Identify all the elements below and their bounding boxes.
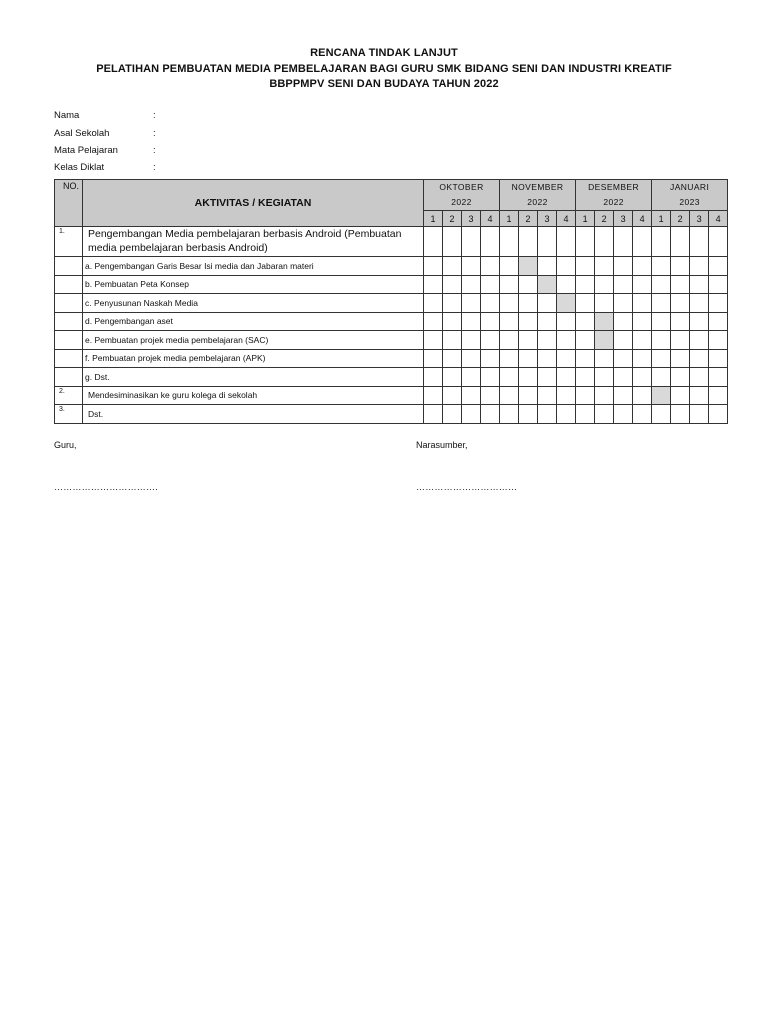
schedule-cell xyxy=(595,386,614,405)
schedule-cell xyxy=(443,257,462,276)
schedule-cell xyxy=(519,275,538,294)
schedule-cell xyxy=(481,349,500,368)
schedule-cell xyxy=(481,294,500,313)
schedule-cell xyxy=(709,275,728,294)
schedule-cell xyxy=(690,386,709,405)
field-colon: : xyxy=(153,110,156,121)
schedule-cell xyxy=(614,368,633,387)
document-title-line-1: RENCANA TINDAK LANJUT xyxy=(310,47,458,59)
schedule-cell xyxy=(614,386,633,405)
activity-cell: d. Pengembangan aset xyxy=(83,312,424,331)
schedule-cell xyxy=(595,227,614,257)
schedule-cell xyxy=(671,331,690,350)
row-number xyxy=(55,368,83,387)
schedule-cell xyxy=(538,349,557,368)
schedule-cell xyxy=(652,294,671,313)
schedule-cell xyxy=(500,312,519,331)
table-row xyxy=(55,405,728,424)
week-header-cell: 1 xyxy=(576,211,595,227)
schedule-cell xyxy=(481,368,500,387)
schedule-cell xyxy=(709,294,728,313)
schedule-cell xyxy=(538,257,557,276)
schedule-cell xyxy=(709,312,728,331)
schedule-cell xyxy=(500,257,519,276)
table-row xyxy=(55,294,728,313)
schedule-cell xyxy=(709,331,728,350)
schedule-cell xyxy=(595,349,614,368)
schedule-cell xyxy=(709,368,728,387)
schedule-cell xyxy=(557,257,576,276)
month-name: NOVEMBER xyxy=(511,182,564,192)
field-label: Kelas Diklat xyxy=(54,162,105,173)
schedule-cell xyxy=(633,349,652,368)
schedule-cell xyxy=(671,294,690,313)
schedule-cell xyxy=(538,312,557,331)
month-name: JANUARI xyxy=(670,182,710,192)
schedule-cell xyxy=(652,312,671,331)
schedule-cell xyxy=(576,275,595,294)
schedule-cell xyxy=(671,405,690,424)
schedule-cell xyxy=(500,294,519,313)
schedule-cell xyxy=(462,405,481,424)
week-header-cell: 4 xyxy=(557,211,576,227)
schedule-cell xyxy=(462,275,481,294)
schedule-cell xyxy=(519,312,538,331)
schedule-cell xyxy=(690,294,709,313)
activity-cell: e. Pembuatan projek media pembelajaran (SAC) xyxy=(83,331,424,350)
schedule-cell xyxy=(690,368,709,387)
schedule-cell xyxy=(462,368,481,387)
schedule-cell xyxy=(481,331,500,350)
schedule-cell xyxy=(443,349,462,368)
schedule-cell xyxy=(671,227,690,257)
activity-schedule-table xyxy=(54,179,728,424)
schedule-cell xyxy=(557,227,576,257)
schedule-cell xyxy=(576,227,595,257)
schedule-cell xyxy=(424,386,443,405)
month-year: 2023 xyxy=(679,197,700,207)
schedule-cell xyxy=(557,349,576,368)
schedule-cell xyxy=(557,368,576,387)
week-header-cell: 3 xyxy=(690,211,709,227)
schedule-cell xyxy=(500,405,519,424)
field-colon: : xyxy=(153,128,156,139)
month-header-oktober xyxy=(424,180,500,211)
schedule-cell xyxy=(538,294,557,313)
schedule-cell xyxy=(500,368,519,387)
week-header-cell: 2 xyxy=(519,211,538,227)
narasumber-signature-line: …………………………… xyxy=(416,482,518,492)
row-number xyxy=(55,349,83,368)
schedule-cell xyxy=(576,331,595,350)
schedule-cell xyxy=(690,405,709,424)
guru-signature-label: Guru, xyxy=(54,440,77,450)
schedule-cell xyxy=(690,331,709,350)
schedule-cell xyxy=(538,368,557,387)
schedule-cell xyxy=(690,257,709,276)
schedule-cell xyxy=(519,349,538,368)
schedule-cell xyxy=(519,331,538,350)
field-label: Mata Pelajaran xyxy=(54,145,118,156)
schedule-cell xyxy=(652,349,671,368)
schedule-cell xyxy=(595,257,614,276)
schedule-cell xyxy=(443,331,462,350)
week-header-cell: 4 xyxy=(633,211,652,227)
schedule-cell xyxy=(709,386,728,405)
row-number: 2. xyxy=(55,386,83,405)
document-title-line-3: BBPPMPV SENI DAN BUDAYA TAHUN 2022 xyxy=(269,78,499,90)
table-row xyxy=(55,257,728,276)
schedule-cell xyxy=(557,294,576,313)
schedule-cell xyxy=(633,331,652,350)
schedule-cell xyxy=(557,331,576,350)
schedule-cell xyxy=(652,227,671,257)
schedule-cell xyxy=(481,312,500,331)
row-number xyxy=(55,294,83,313)
schedule-cell xyxy=(576,312,595,331)
schedule-cell xyxy=(424,349,443,368)
activity-column-header: AKTIVITAS / KEGIATAN xyxy=(83,180,424,227)
month-year: 2022 xyxy=(451,197,472,207)
activity-cell: b. Pembuatan Peta Konsep xyxy=(83,275,424,294)
table-row xyxy=(55,331,728,350)
schedule-cell xyxy=(576,257,595,276)
schedule-cell xyxy=(557,275,576,294)
schedule-cell xyxy=(462,331,481,350)
schedule-cell xyxy=(462,349,481,368)
month-name: DESEMBER xyxy=(588,182,640,192)
schedule-cell xyxy=(576,294,595,313)
schedule-cell xyxy=(614,331,633,350)
schedule-cell xyxy=(652,405,671,424)
week-header-cell: 2 xyxy=(595,211,614,227)
schedule-cell xyxy=(671,386,690,405)
week-header-cell: 4 xyxy=(709,211,728,227)
month-header-januari xyxy=(652,180,728,211)
week-header-cell: 4 xyxy=(481,211,500,227)
schedule-cell xyxy=(519,368,538,387)
row-number xyxy=(55,312,83,331)
field-nama xyxy=(54,110,156,121)
document-title-line-2: PELATIHAN PEMBUATAN MEDIA PEMBELAJARAN BAGI GURU SMK BIDANG SENI DAN INDUSTRI KREATIF xyxy=(96,63,672,75)
narasumber-signature-label: Narasumber, xyxy=(416,440,468,450)
row-number xyxy=(55,331,83,350)
schedule-cell xyxy=(671,312,690,331)
month-year: 2022 xyxy=(527,197,548,207)
schedule-cell xyxy=(614,227,633,257)
activity-cell: Mendesiminasikan ke guru kolega di sekolah xyxy=(83,386,424,405)
field-label: Asal Sekolah xyxy=(54,128,110,139)
schedule-cell xyxy=(595,312,614,331)
schedule-cell xyxy=(557,386,576,405)
schedule-cell xyxy=(652,368,671,387)
schedule-cell xyxy=(576,405,595,424)
schedule-cell xyxy=(614,275,633,294)
schedule-cell xyxy=(443,294,462,313)
no-column-header: NO. xyxy=(55,180,83,227)
activity-cell: g. Dst. xyxy=(83,368,424,387)
schedule-cell xyxy=(633,405,652,424)
schedule-cell xyxy=(633,368,652,387)
field-label: Nama xyxy=(54,110,80,121)
schedule-cell xyxy=(519,405,538,424)
row-number: 1. xyxy=(55,227,83,257)
schedule-cell xyxy=(709,227,728,257)
schedule-cell xyxy=(519,227,538,257)
table-row xyxy=(55,312,728,331)
schedule-cell xyxy=(462,294,481,313)
schedule-cell xyxy=(481,386,500,405)
schedule-cell xyxy=(595,368,614,387)
schedule-cell xyxy=(633,275,652,294)
schedule-cell xyxy=(633,227,652,257)
schedule-cell xyxy=(538,227,557,257)
schedule-cell xyxy=(481,257,500,276)
schedule-cell xyxy=(614,257,633,276)
schedule-cell xyxy=(709,257,728,276)
schedule-cell xyxy=(709,405,728,424)
schedule-cell xyxy=(443,275,462,294)
schedule-cell xyxy=(424,227,443,257)
schedule-cell xyxy=(538,405,557,424)
schedule-cell xyxy=(576,386,595,405)
schedule-cell xyxy=(690,227,709,257)
schedule-cell xyxy=(671,257,690,276)
schedule-cell xyxy=(576,349,595,368)
guru-signature-line: ……………………………. xyxy=(54,482,158,492)
table-row xyxy=(55,227,728,257)
schedule-cell xyxy=(424,294,443,313)
schedule-cell xyxy=(424,405,443,424)
schedule-cell xyxy=(443,368,462,387)
schedule-cell xyxy=(519,294,538,313)
field-asal-sekolah xyxy=(54,128,156,139)
schedule-cell xyxy=(633,257,652,276)
schedule-cell xyxy=(481,275,500,294)
schedule-cell xyxy=(424,312,443,331)
schedule-cell xyxy=(690,275,709,294)
activity-cell: f. Pembuatan projek media pembelajaran (APK) xyxy=(83,349,424,368)
table-row xyxy=(55,275,728,294)
schedule-cell xyxy=(519,257,538,276)
schedule-cell xyxy=(557,405,576,424)
schedule-cell xyxy=(500,331,519,350)
schedule-cell xyxy=(481,227,500,257)
schedule-cell xyxy=(671,275,690,294)
table-row xyxy=(55,368,728,387)
schedule-cell xyxy=(652,257,671,276)
schedule-cell xyxy=(576,368,595,387)
schedule-cell xyxy=(443,227,462,257)
schedule-cell xyxy=(500,386,519,405)
row-number: 3. xyxy=(55,405,83,424)
schedule-cell xyxy=(443,312,462,331)
schedule-cell xyxy=(462,257,481,276)
schedule-cell xyxy=(595,405,614,424)
week-header-cell: 1 xyxy=(424,211,443,227)
schedule-cell xyxy=(652,275,671,294)
week-header-cell: 1 xyxy=(652,211,671,227)
schedule-cell xyxy=(709,349,728,368)
schedule-cell xyxy=(652,331,671,350)
schedule-cell xyxy=(690,349,709,368)
field-colon: : xyxy=(153,162,156,173)
schedule-cell xyxy=(538,386,557,405)
schedule-cell xyxy=(671,368,690,387)
schedule-cell xyxy=(557,312,576,331)
schedule-cell xyxy=(595,331,614,350)
schedule-cell xyxy=(633,312,652,331)
month-name: OKTOBER xyxy=(439,182,484,192)
schedule-cell xyxy=(424,257,443,276)
schedule-cell xyxy=(633,386,652,405)
week-header-cell: 3 xyxy=(538,211,557,227)
table-row xyxy=(55,386,728,405)
schedule-cell xyxy=(443,386,462,405)
week-header-cell: 1 xyxy=(500,211,519,227)
schedule-cell xyxy=(500,227,519,257)
field-colon: : xyxy=(153,145,156,156)
schedule-cell xyxy=(595,275,614,294)
activity-cell: Pengembangan Media pembelajaran berbasis Android (Pembuatan media pembelajaran berbasis Android) xyxy=(83,227,424,257)
schedule-cell xyxy=(614,294,633,313)
month-year: 2022 xyxy=(603,197,624,207)
week-header-cell: 2 xyxy=(443,211,462,227)
schedule-cell xyxy=(424,275,443,294)
schedule-cell xyxy=(462,227,481,257)
month-header-desember xyxy=(576,180,652,211)
schedule-cell xyxy=(671,349,690,368)
schedule-cell xyxy=(595,294,614,313)
schedule-cell xyxy=(652,386,671,405)
schedule-cell xyxy=(690,312,709,331)
schedule-cell xyxy=(462,312,481,331)
activity-cell: Dst. xyxy=(83,405,424,424)
row-number xyxy=(55,275,83,294)
activity-cell: c. Penyusunan Naskah Media xyxy=(83,294,424,313)
field-kelas-diklat xyxy=(54,162,156,173)
week-header-cell: 3 xyxy=(462,211,481,227)
schedule-cell xyxy=(500,349,519,368)
schedule-cell xyxy=(443,405,462,424)
schedule-cell xyxy=(424,368,443,387)
schedule-cell xyxy=(500,275,519,294)
schedule-cell xyxy=(614,405,633,424)
schedule-cell xyxy=(538,331,557,350)
schedule-cell xyxy=(538,275,557,294)
schedule-cell xyxy=(481,405,500,424)
schedule-cell xyxy=(462,386,481,405)
week-header-cell: 2 xyxy=(671,211,690,227)
week-header-cell: 3 xyxy=(614,211,633,227)
table-row xyxy=(55,349,728,368)
schedule-cell xyxy=(633,294,652,313)
schedule-cell xyxy=(424,331,443,350)
month-header-november xyxy=(500,180,576,211)
field-mata-pelajaran xyxy=(54,145,156,156)
schedule-cell xyxy=(519,386,538,405)
schedule-cell xyxy=(614,312,633,331)
row-number xyxy=(55,257,83,276)
schedule-cell xyxy=(614,349,633,368)
activity-cell: a. Pengembangan Garis Besar Isi media dan Jabaran materi xyxy=(83,257,424,276)
